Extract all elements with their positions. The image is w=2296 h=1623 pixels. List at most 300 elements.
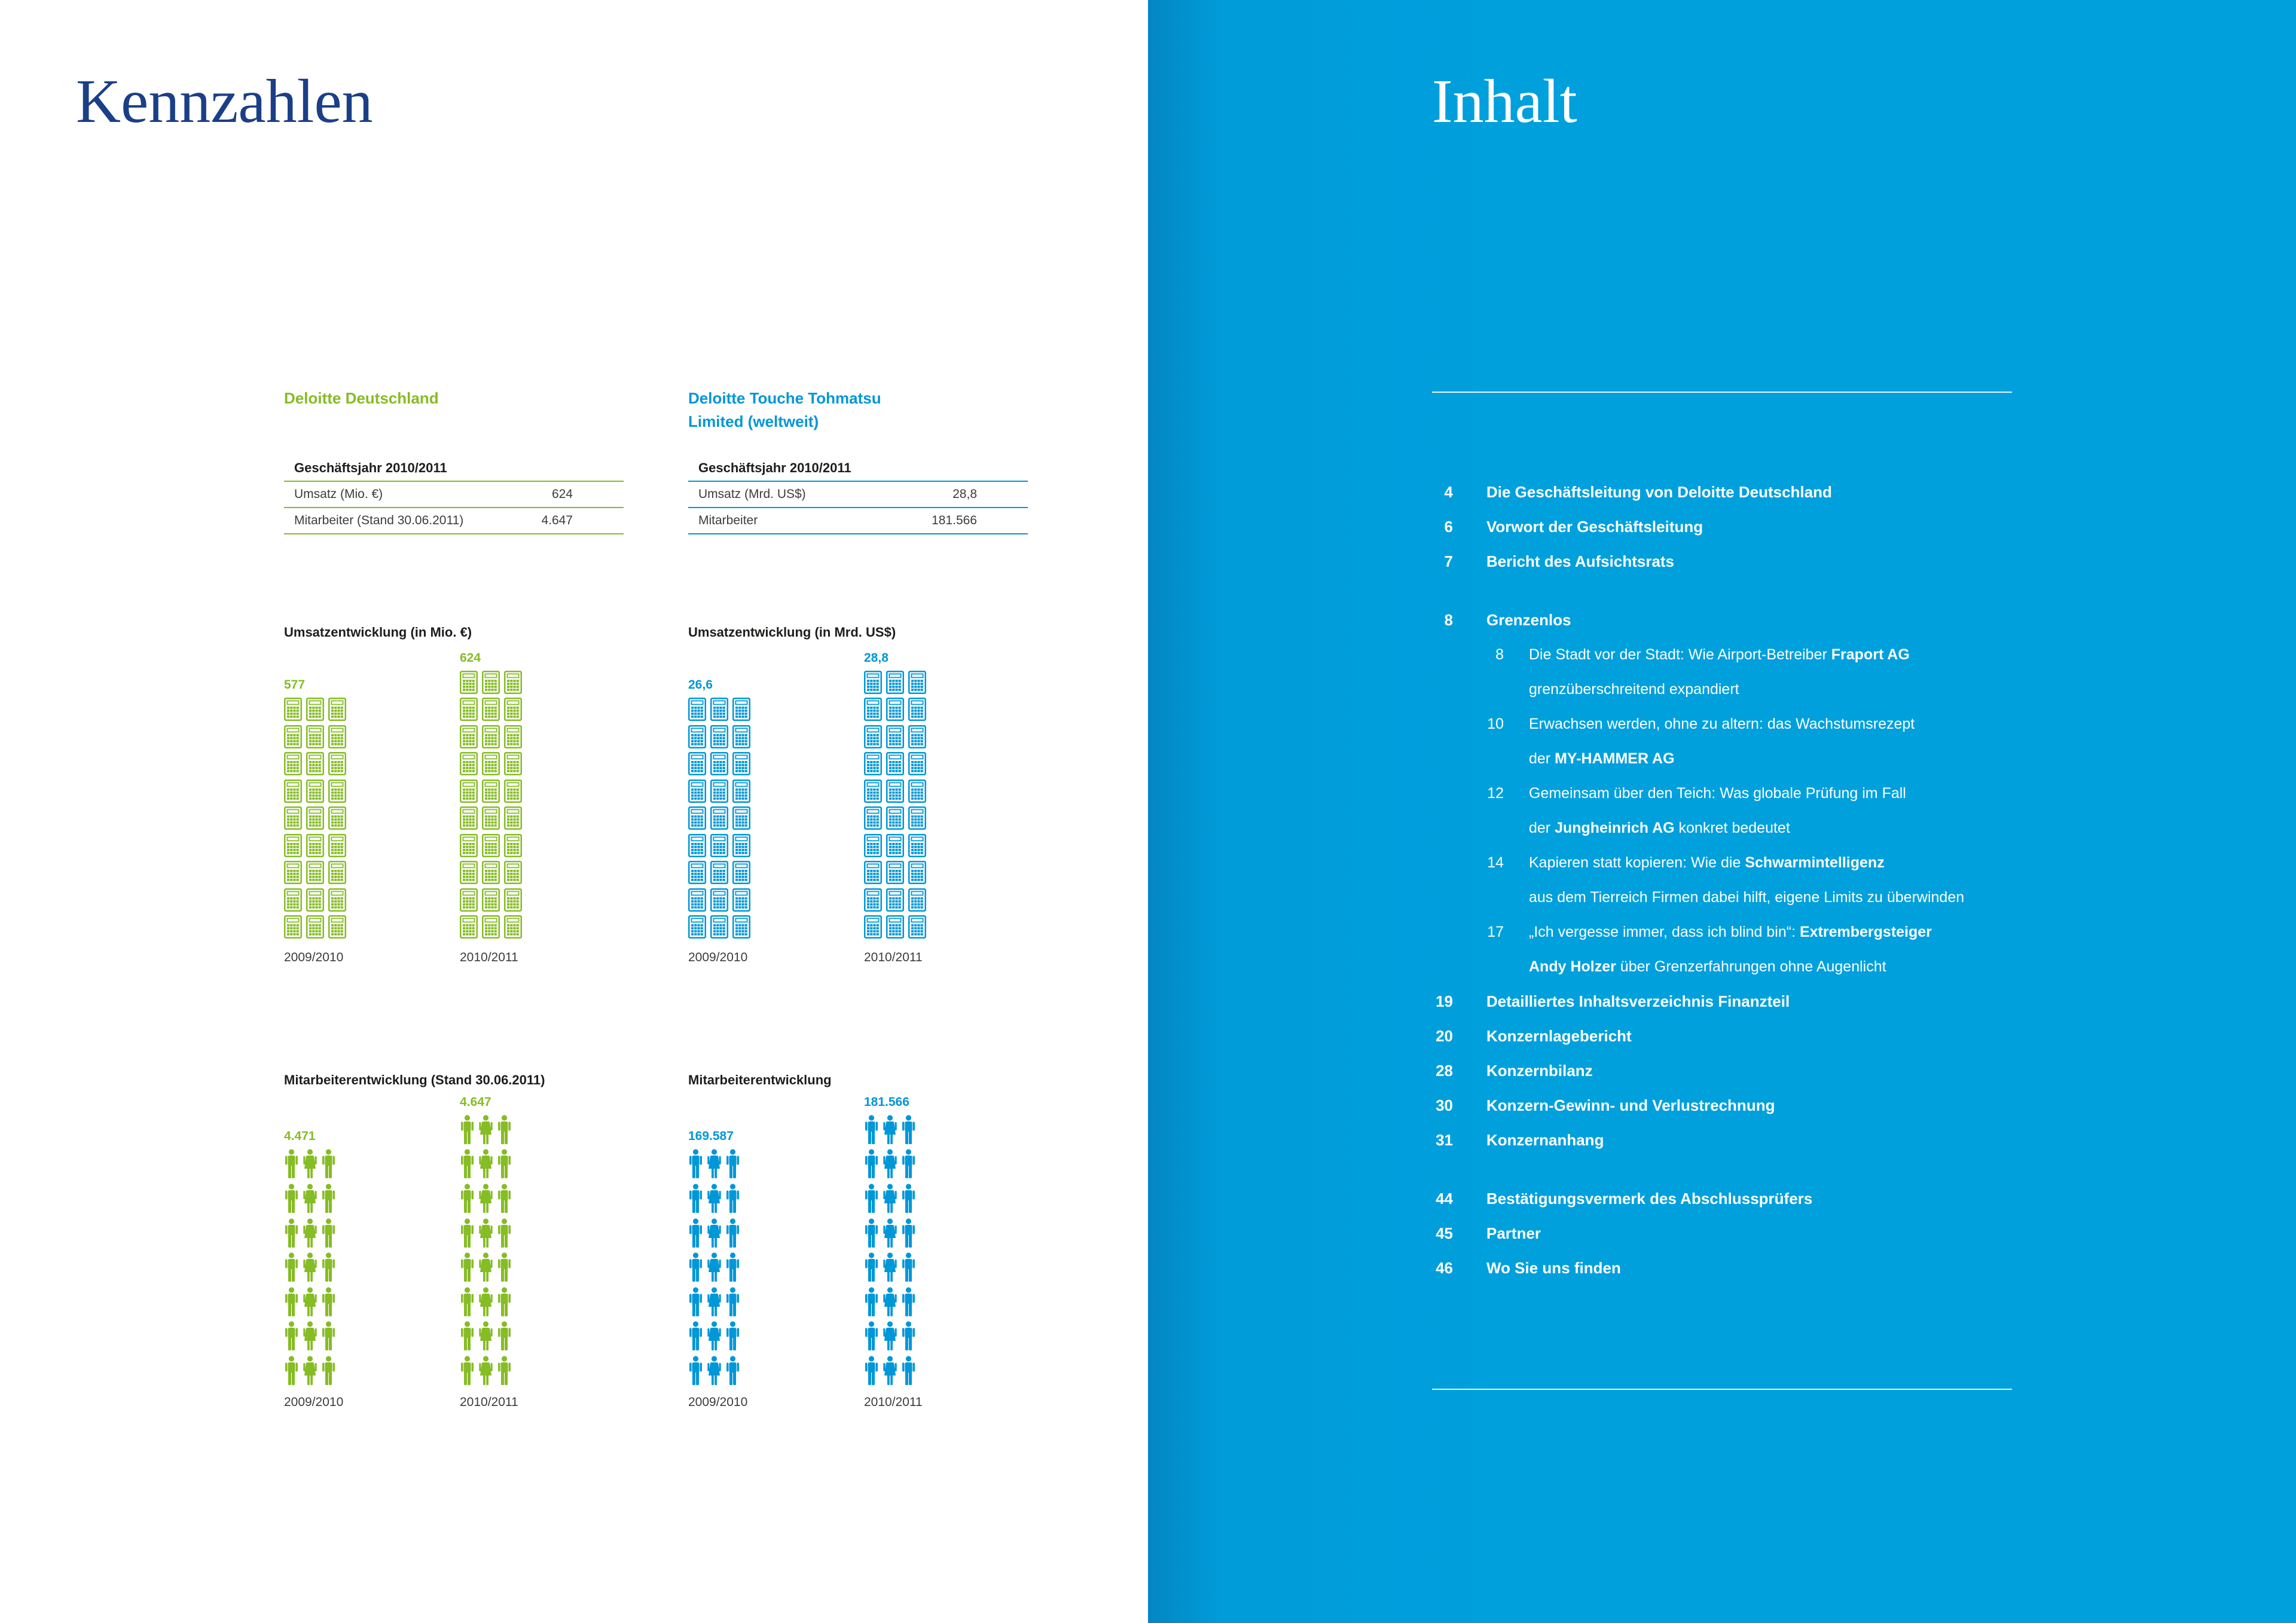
toc-subentry-text	[1529, 776, 1906, 811]
x-tick-label: 2009/2010	[284, 950, 344, 964]
calculator-icon	[306, 806, 324, 830]
toc-highlight: Fraport AG	[1831, 646, 1910, 663]
toc-page-number: 44	[1436, 1190, 1453, 1208]
person-icon	[460, 1356, 475, 1385]
toc-entry-title: Detailliertes Inhaltsverzeichnis Finanzteil	[1486, 992, 1790, 1010]
toc-page-number: 10	[1487, 716, 1504, 732]
calculator-icon	[886, 861, 904, 884]
calculator-icon	[460, 698, 478, 721]
calculator-icon	[886, 671, 904, 694]
data-label: 181.566	[864, 1095, 909, 1109]
calculator-icon	[864, 861, 882, 884]
toc-entry-title: Vorwort der Geschäftsleitung	[1486, 518, 1703, 536]
calculator-icon	[886, 915, 904, 939]
calculator-icon	[886, 888, 904, 912]
person-icon	[460, 1149, 475, 1178]
kpi-table-deutschland	[284, 456, 624, 534]
calculator-icon	[732, 834, 750, 857]
toc-text: Die Stadt vor der Stadt: Wie Airport-Betreiber	[1529, 646, 1831, 663]
calculator-icon	[908, 698, 926, 721]
person-icon	[460, 1115, 475, 1144]
toc-page-number: 46	[1436, 1259, 1453, 1277]
toc-entry	[1148, 1181, 2296, 1216]
x-tick-label: 2009/2010	[284, 1395, 344, 1409]
person-icon	[864, 1356, 879, 1385]
person-icon	[901, 1149, 916, 1178]
calculator-icon	[306, 915, 324, 939]
calculator-icon	[328, 806, 346, 830]
calculator-icon	[908, 806, 926, 830]
calculator-icon	[482, 780, 500, 803]
calculator-icon	[284, 888, 302, 912]
calculator-icon	[284, 725, 302, 748]
data-label: 26,6	[688, 678, 713, 692]
calculator-icon	[864, 725, 882, 748]
calculator-icon	[306, 780, 324, 803]
person-icon	[497, 1149, 512, 1178]
calculator-icon	[482, 725, 500, 748]
calculator-icon	[732, 752, 750, 775]
person-icon	[688, 1287, 703, 1316]
toc-subentry-line	[1148, 637, 2296, 672]
calculator-icon	[864, 752, 882, 775]
calculator-icon	[688, 780, 706, 803]
toc-page-number: 31	[1436, 1131, 1453, 1149]
toc-text: grenzüberschreitend expandiert	[1529, 681, 1739, 698]
calculator-icon	[864, 780, 882, 803]
calculator-icon	[460, 915, 478, 939]
person-icon	[883, 1287, 897, 1316]
person-icon	[284, 1218, 299, 1248]
person-icon	[478, 1184, 493, 1213]
section-heading-global	[688, 387, 881, 433]
person-icon	[688, 1321, 703, 1350]
person-icon	[725, 1287, 740, 1316]
calculator-icon	[328, 698, 346, 721]
calculator-icon	[460, 671, 478, 694]
person-icon	[303, 1321, 317, 1350]
calculator-icon	[504, 752, 522, 775]
person-icon	[478, 1287, 493, 1316]
person-icon	[284, 1184, 299, 1213]
person-icon	[460, 1184, 475, 1213]
calculator-icon	[284, 834, 302, 857]
x-tick-label: 2010/2011	[460, 1395, 518, 1409]
calculator-icon	[306, 888, 324, 912]
calculator-icon	[908, 780, 926, 803]
toc-subentry-line	[1148, 707, 2296, 741]
toc-subentry-text	[1529, 637, 1910, 672]
toc-page-number: 8	[1495, 646, 1504, 663]
toc-entry	[1148, 1216, 2296, 1251]
calculator-icon	[864, 806, 882, 830]
row-label: Umsatz (Mio. €)	[294, 487, 383, 501]
toc-text: Kapieren statt kopieren: Wie die	[1529, 854, 1745, 871]
calculator-icon	[460, 888, 478, 912]
toc-subentry-text	[1529, 707, 1915, 741]
toc-subentry-text	[1529, 672, 1739, 707]
person-icon	[497, 1184, 512, 1213]
toc-subentry-text	[1529, 811, 1790, 845]
toc-subentry-line	[1148, 672, 2296, 707]
calculator-icon	[732, 780, 750, 803]
toc-text: konkret bedeutet	[1674, 820, 1790, 836]
person-icon	[303, 1149, 317, 1178]
person-icon	[478, 1252, 493, 1282]
toc-subentry-line	[1148, 880, 2296, 915]
calculator-icon	[688, 806, 706, 830]
toc-text: über Grenzerfahrungen ohne Augenlicht	[1616, 958, 1886, 975]
toc-highlight: Schwarmintelligenz	[1745, 854, 1885, 871]
calculator-icon	[732, 861, 750, 884]
toc-subentry-line	[1148, 811, 2296, 845]
person-icon	[303, 1184, 317, 1213]
calculator-icon	[504, 834, 522, 857]
person-icon	[460, 1287, 475, 1316]
calculator-icon	[710, 834, 728, 857]
person-icon	[478, 1149, 493, 1178]
toc-entry	[1148, 984, 2296, 1019]
section-heading-line: Limited (weltweit)	[688, 412, 819, 430]
person-icon	[901, 1287, 916, 1316]
calculator-icon	[710, 725, 728, 748]
calculator-icon	[328, 752, 346, 775]
person-icon	[321, 1321, 336, 1350]
calculator-icon	[688, 861, 706, 884]
person-icon	[497, 1252, 512, 1282]
person-icon	[460, 1321, 475, 1350]
person-icon	[688, 1356, 703, 1385]
person-icon	[497, 1218, 512, 1248]
x-tick-label: 2010/2011	[864, 950, 923, 964]
x-tick-label: 2010/2011	[460, 950, 518, 964]
calculator-icon	[284, 806, 302, 830]
toc-entry	[1148, 1053, 2296, 1088]
toc-subentry-text	[1529, 949, 1886, 984]
toc-page-number: 8	[1444, 611, 1453, 629]
calculator-icon	[460, 861, 478, 884]
calculator-icon	[306, 698, 324, 721]
calculator-icon	[504, 698, 522, 721]
toc-page-number: 45	[1436, 1224, 1453, 1242]
calculator-icon	[688, 752, 706, 775]
calculator-icon	[306, 752, 324, 775]
toc-entry	[1148, 475, 2296, 509]
calculator-icon	[482, 834, 500, 857]
divider-top	[1432, 392, 2012, 393]
calculator-icon	[732, 725, 750, 748]
data-label: 624	[460, 650, 481, 665]
person-icon	[901, 1252, 916, 1282]
calculator-icon	[306, 861, 324, 884]
calculator-icon	[886, 834, 904, 857]
person-icon	[303, 1218, 317, 1248]
person-icon	[864, 1321, 879, 1350]
page-title: Inhalt	[1432, 67, 1577, 136]
toc-subentry-line	[1148, 949, 2296, 984]
person-icon	[478, 1356, 493, 1385]
person-icon	[497, 1287, 512, 1316]
person-icon	[725, 1252, 740, 1282]
toc-page-number: 7	[1444, 552, 1453, 570]
person-icon	[883, 1149, 897, 1178]
calculator-icon	[688, 915, 706, 939]
data-label: 4.647	[460, 1095, 491, 1109]
chart-title: Mitarbeiterentwicklung (Stand 30.06.2011)	[284, 1072, 545, 1087]
calculator-icon	[710, 806, 728, 830]
person-icon	[864, 1149, 879, 1178]
calculator-icon	[504, 780, 522, 803]
person-icon	[725, 1149, 740, 1178]
toc-highlight: Jungheinrich AG	[1555, 820, 1675, 836]
person-icon	[883, 1321, 897, 1350]
toc-entry	[1148, 544, 2296, 579]
toc-text: der	[1529, 750, 1555, 767]
toc-text: Erwachsen werden, ohne zu altern: das Wachstumsrezept	[1529, 716, 1915, 732]
calculator-icon	[328, 861, 346, 884]
table-row	[688, 508, 1028, 534]
data-label: 4.471	[284, 1129, 316, 1144]
calculator-icon	[482, 671, 500, 694]
person-icon	[864, 1287, 879, 1316]
person-icon	[284, 1321, 299, 1350]
person-icon	[864, 1184, 879, 1213]
calculator-icon	[710, 698, 728, 721]
calculator-icon	[328, 780, 346, 803]
chart-title: Mitarbeiterentwicklung	[688, 1072, 832, 1087]
row-value: 4.647	[541, 514, 573, 527]
calculator-icon	[732, 806, 750, 830]
x-tick-label: 2010/2011	[864, 1395, 923, 1409]
calculator-icon	[732, 698, 750, 721]
person-icon	[725, 1356, 740, 1385]
row-label: Umsatz (Mrd. US$)	[698, 487, 806, 501]
person-icon	[883, 1218, 897, 1248]
toc-entry-title: Wo Sie uns finden	[1486, 1259, 1621, 1277]
calculator-icon	[482, 915, 500, 939]
toc-entry-title: Konzernanhang	[1486, 1131, 1604, 1149]
table-header: Geschäftsjahr 2010/2011	[294, 460, 447, 475]
person-icon	[688, 1149, 703, 1178]
person-icon	[883, 1252, 897, 1282]
person-icon	[725, 1218, 740, 1248]
calculator-icon	[482, 752, 500, 775]
calculator-icon	[306, 725, 324, 748]
person-icon	[901, 1218, 916, 1248]
calculator-icon	[482, 861, 500, 884]
toc-entry-title: Konzernlagebericht	[1486, 1027, 1632, 1045]
calculator-icon	[886, 752, 904, 775]
toc-subentry-text	[1529, 915, 1932, 949]
calculator-icon	[886, 780, 904, 803]
toc-page-number: 28	[1436, 1062, 1453, 1080]
person-icon	[321, 1252, 336, 1282]
person-icon	[688, 1252, 703, 1282]
data-label: 577	[284, 678, 306, 692]
calculator-icon	[908, 888, 926, 912]
calculator-icon	[504, 915, 522, 939]
toc-entry-title: Konzern-Gewinn- und Verlustrechnung	[1486, 1096, 1775, 1114]
data-label: 169.587	[688, 1129, 734, 1144]
toc-entry	[1148, 1019, 2296, 1053]
person-icon	[321, 1218, 336, 1248]
calculator-icon	[886, 806, 904, 830]
toc-page-number: 17	[1487, 924, 1504, 940]
calculator-icon	[504, 806, 522, 830]
person-icon	[321, 1149, 336, 1178]
calculator-icon	[460, 806, 478, 830]
divider-bottom	[1432, 1389, 2012, 1390]
calculator-icon	[908, 834, 926, 857]
person-icon	[883, 1184, 897, 1213]
calculator-icon	[460, 725, 478, 748]
calculator-icon	[460, 752, 478, 775]
toc-page-number: 20	[1436, 1027, 1453, 1045]
toc-highlight: Extrembergsteiger	[1799, 924, 1932, 940]
person-icon	[864, 1218, 879, 1248]
person-icon	[478, 1321, 493, 1350]
calculator-icon	[908, 752, 926, 775]
section-heading-deutschland: Deloitte Deutschland	[284, 389, 439, 407]
data-label: 28,8	[864, 650, 889, 665]
person-icon	[497, 1356, 512, 1385]
person-icon	[901, 1184, 916, 1213]
person-icon	[478, 1115, 493, 1144]
calculator-icon	[328, 915, 346, 939]
calculator-icon	[284, 861, 302, 884]
toc-entry-title: Bericht des Aufsichtsrats	[1486, 552, 1675, 570]
person-icon	[284, 1149, 299, 1178]
table-header: Geschäftsjahr 2010/2011	[698, 460, 851, 475]
toc-text: aus dem Tierreich Firmen dabei hilft, eigene Limits zu überwinden	[1529, 889, 1965, 906]
calculator-icon	[306, 834, 324, 857]
calculator-icon	[710, 915, 728, 939]
table-row	[284, 482, 624, 508]
toc-entry-title: Partner	[1486, 1224, 1541, 1242]
calculator-icon	[864, 915, 882, 939]
calculator-icon	[482, 888, 500, 912]
person-icon	[725, 1321, 740, 1350]
person-icon	[707, 1321, 722, 1350]
calculator-icon	[688, 834, 706, 857]
toc-entry-title: Die Geschäftsleitung von Deloitte Deutschland	[1486, 483, 1832, 501]
calculator-icon	[504, 671, 522, 694]
calculator-icon	[710, 752, 728, 775]
person-icon	[901, 1321, 916, 1350]
calculator-icon	[504, 725, 522, 748]
toc-subentry-text	[1529, 845, 1885, 880]
calculator-icon	[732, 888, 750, 912]
person-icon	[864, 1252, 879, 1282]
toc-subentry-text	[1529, 880, 1964, 915]
person-icon	[321, 1184, 336, 1213]
person-icon	[321, 1287, 336, 1316]
person-icon	[707, 1184, 722, 1213]
toc-text: „Ich vergesse immer, dass ich blind bin“:	[1529, 924, 1800, 940]
person-icon	[497, 1321, 512, 1350]
row-value: 624	[551, 487, 573, 501]
person-icon	[883, 1115, 897, 1144]
toc-subentry-line	[1148, 845, 2296, 880]
toc-subentry-text	[1529, 741, 1675, 776]
person-icon	[321, 1356, 336, 1385]
toc-entry	[1148, 1251, 2296, 1285]
calculator-icon	[688, 888, 706, 912]
table-header-row	[688, 456, 1028, 482]
table-row	[284, 508, 624, 534]
toc-entry-title: Konzernbilanz	[1486, 1062, 1593, 1080]
toc-page-number: 30	[1436, 1096, 1453, 1114]
person-icon	[725, 1184, 740, 1213]
person-icon	[303, 1287, 317, 1316]
x-tick-label: 2009/2010	[688, 1395, 748, 1409]
calculator-icon	[504, 861, 522, 884]
toc-highlight: Andy Holzer	[1529, 958, 1616, 975]
chart-title: Umsatzentwicklung (in Mrd. US$)	[688, 625, 896, 640]
calculator-icon	[328, 888, 346, 912]
row-label: Mitarbeiter (Stand 30.06.2011)	[294, 514, 464, 527]
calculator-icon	[864, 834, 882, 857]
toc-group	[1148, 603, 2296, 1157]
calculator-icon	[460, 834, 478, 857]
row-value: 181.566	[932, 514, 977, 527]
right-page	[1148, 0, 2296, 1623]
x-tick-label: 2009/2010	[688, 950, 748, 964]
toc-page-number: 19	[1436, 992, 1453, 1010]
calculator-icon	[864, 671, 882, 694]
calculator-icon	[284, 915, 302, 939]
toc-entry	[1148, 1088, 2296, 1123]
toc-entry	[1148, 509, 2296, 544]
person-icon	[883, 1356, 897, 1385]
person-icon	[460, 1218, 475, 1248]
toc-entry-title: Bestätigungsvermerk des Abschlussprüfers	[1486, 1190, 1813, 1208]
toc-page-number: 4	[1444, 483, 1453, 501]
calculator-icon	[864, 698, 882, 721]
person-icon	[460, 1252, 475, 1282]
section-heading-line: Deloitte Touche Tohmatsu	[688, 389, 881, 407]
person-icon	[303, 1252, 317, 1282]
calculator-icon	[328, 834, 346, 857]
toc-page-number: 6	[1444, 518, 1453, 536]
calculator-icon	[284, 698, 302, 721]
calculator-icon	[732, 915, 750, 939]
person-icon	[707, 1356, 722, 1385]
person-icon	[901, 1115, 916, 1144]
calculator-icon	[688, 698, 706, 721]
calculator-icon	[284, 780, 302, 803]
calculator-icon	[710, 861, 728, 884]
person-icon	[303, 1356, 317, 1385]
calculator-icon	[328, 725, 346, 748]
page-title: Kennzahlen	[76, 67, 373, 136]
toc-text: Gemeinsam über den Teich: Was globale Prüfung im Fall	[1529, 785, 1906, 802]
person-icon	[284, 1356, 299, 1385]
toc-subentry-line	[1148, 776, 2296, 811]
calculator-icon	[886, 698, 904, 721]
calculator-icon	[886, 725, 904, 748]
toc-group	[1148, 1181, 2296, 1285]
calculator-icon	[908, 861, 926, 884]
calculator-icon	[460, 780, 478, 803]
toc-entry	[1148, 1123, 2296, 1157]
calculator-icon	[284, 752, 302, 775]
toc-entry	[1148, 603, 2296, 637]
person-icon	[707, 1287, 722, 1316]
person-icon	[707, 1252, 722, 1282]
toc-subentry-line	[1148, 915, 2296, 949]
calculator-icon	[710, 780, 728, 803]
